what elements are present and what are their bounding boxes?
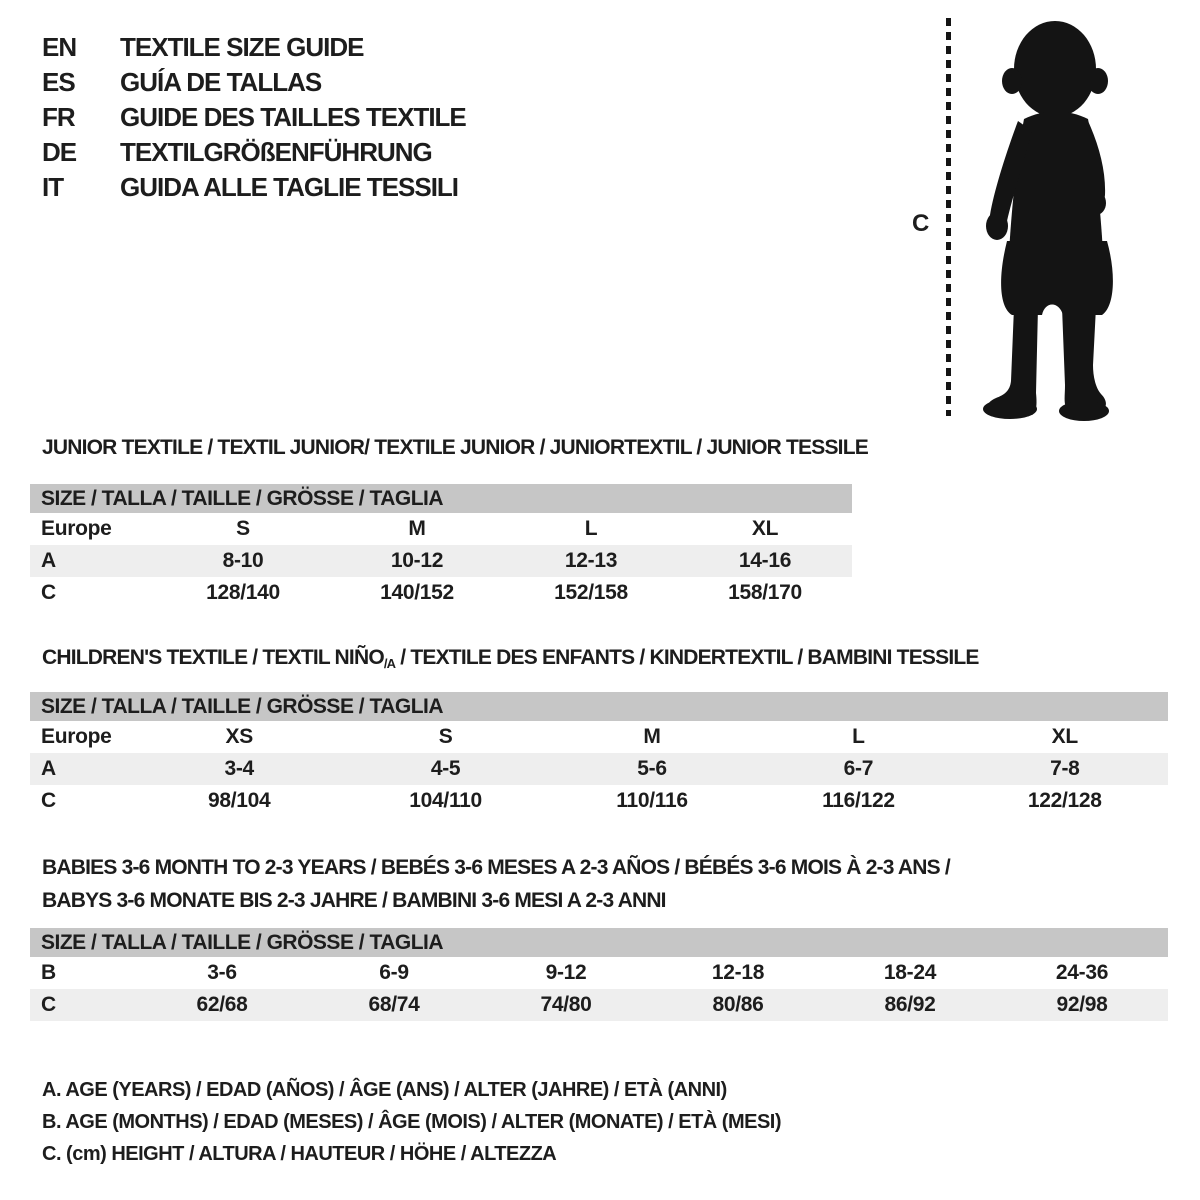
age-cell: 10-12 xyxy=(390,549,444,572)
size-header-bar: SIZE / TALLA / TAILLE / GRÖSSE / TAGLIA xyxy=(30,928,1168,957)
size-header-bar: SIZE / TALLA / TAILLE / GRÖSSE / TAGLIA xyxy=(30,484,852,513)
babies-title-line1: BABIES 3-6 MONTH TO 2-3 YEARS / BEBÉS 3-6 MESES A 2-3 AÑOS / BÉBÉS 3-6 MOIS À 2-3 ANS / xyxy=(42,856,950,879)
row-label-cell: B xyxy=(41,961,56,984)
age-cell: 12-18 xyxy=(711,961,765,984)
lang-title: TEXTILE SIZE GUIDE xyxy=(120,32,364,62)
table-row-age xyxy=(30,545,852,577)
age-cell: 6-9 xyxy=(379,961,409,984)
table-row-height xyxy=(30,989,1168,1021)
height-dashed-line xyxy=(946,18,951,416)
row-label-cell: Europe xyxy=(41,725,112,748)
children-title-subscript: /A xyxy=(383,656,396,671)
lang-code: DE xyxy=(42,137,77,167)
row-label-cell: A xyxy=(41,549,56,572)
size-header-bar: SIZE / TALLA / TAILLE / GRÖSSE / TAGLIA xyxy=(30,692,1168,721)
babies-section-title xyxy=(42,851,950,917)
age-cell: 3-4 xyxy=(224,757,254,780)
height-cell: 116/122 xyxy=(822,789,895,812)
size-cell: M xyxy=(643,725,661,748)
row-label-cell: Europe xyxy=(41,517,112,540)
table-row-height xyxy=(30,577,852,609)
age-cell: 4-5 xyxy=(430,757,461,780)
row-label-cell: C xyxy=(41,993,56,1016)
size-cell: S xyxy=(236,517,250,540)
lang-title: GUIDE DES TAILLES TEXTILE xyxy=(120,102,466,132)
legend-line-a: A. AGE (YEARS) / EDAD (AÑOS) / ÂGE (ANS) / ALTER (JAHRE) / ETÀ (ANNI) xyxy=(42,1079,727,1101)
size-cell: S xyxy=(438,725,453,748)
row-label-cell: C xyxy=(41,581,56,604)
children-title-text: / TEXTILE DES ENFANTS / KINDERTEXTIL / BAMBINI TESSILE xyxy=(395,646,979,669)
size-cell: XL xyxy=(1051,725,1078,748)
lang-title: TEXTILGRÖßENFÜHRUNG xyxy=(120,137,432,167)
babies-size-table xyxy=(30,928,1168,1021)
height-measure-label: C xyxy=(912,210,930,237)
height-cell: 158/170 xyxy=(728,581,802,604)
age-cell: 9-12 xyxy=(545,961,587,984)
height-cell: 68/74 xyxy=(368,993,420,1016)
babies-title-line2: BABYS 3-6 MONATE BIS 2-3 JAHRE / BAMBINI 3-6 MESI A 2-3 ANNI xyxy=(42,889,666,912)
legend-line-b: B. AGE (MONTHS) / EDAD (MESES) / ÂGE (MOIS) / ALTER (MONATE) / ETÀ (MESI) xyxy=(42,1111,782,1133)
junior-section-title: JUNIOR TEXTILE / TEXTIL JUNIOR/ TEXTILE JUNIOR / JUNIORTEXTIL / JUNIOR TESSILE xyxy=(42,436,868,459)
children-size-table xyxy=(30,692,1168,817)
table-row-europe xyxy=(30,721,1168,753)
height-cell: 140/152 xyxy=(380,581,454,604)
height-cell: 62/68 xyxy=(196,993,248,1016)
height-cell: 80/86 xyxy=(712,993,764,1016)
row-label-cell: A xyxy=(41,757,56,780)
lang-code: IT xyxy=(42,172,64,202)
age-cell: 5-6 xyxy=(637,757,667,780)
lang-code: FR xyxy=(42,102,75,132)
table-row-age-months xyxy=(30,957,1168,989)
size-cell: M xyxy=(408,517,426,540)
age-cell: 8-10 xyxy=(222,549,264,572)
age-cell: 3-6 xyxy=(207,961,237,984)
size-cell: XS xyxy=(225,725,253,748)
size-cell: L xyxy=(852,725,865,748)
age-cell: 7-8 xyxy=(1050,757,1080,780)
lang-title: GUÍA DE TALLAS xyxy=(120,67,322,97)
height-cell: 104/110 xyxy=(409,789,482,812)
lang-code: ES xyxy=(42,67,75,97)
table-row-europe xyxy=(30,513,852,545)
toddler-silhouette-image xyxy=(962,14,1148,424)
height-cell: 122/128 xyxy=(1027,789,1102,812)
row-label-cell: C xyxy=(41,789,56,812)
age-cell: 18-24 xyxy=(883,961,937,984)
age-cell: 14-16 xyxy=(738,549,792,572)
age-cell: 24-36 xyxy=(1055,961,1109,984)
age-cell: 12-13 xyxy=(564,549,618,572)
children-title-text: CHILDREN'S TEXTILE / TEXTIL NIÑO xyxy=(42,646,384,669)
junior-size-table xyxy=(30,484,852,609)
lang-title: GUIDA ALLE TAGLIE TESSILI xyxy=(120,172,459,202)
children-section-title xyxy=(42,646,979,671)
height-cell: 98/104 xyxy=(207,789,271,812)
age-cell: 6-7 xyxy=(843,757,874,780)
size-cell: L xyxy=(584,517,598,540)
height-cell: 92/98 xyxy=(1056,993,1108,1016)
height-cell: 152/158 xyxy=(554,581,628,604)
height-cell: 86/92 xyxy=(884,993,936,1016)
measurement-legend xyxy=(42,1074,781,1170)
height-cell: 110/116 xyxy=(616,789,688,812)
table-row-height xyxy=(30,785,1168,817)
language-title-list xyxy=(42,30,466,205)
legend-line-c: C. (cm) HEIGHT / ALTURA / HAUTEUR / HÖHE / ALTEZZA xyxy=(42,1143,557,1165)
table-row-age xyxy=(30,753,1168,785)
height-cell: 128/140 xyxy=(206,581,280,604)
size-cell: XL xyxy=(751,517,779,540)
lang-code: EN xyxy=(42,32,77,62)
height-cell: 74/80 xyxy=(540,993,592,1016)
